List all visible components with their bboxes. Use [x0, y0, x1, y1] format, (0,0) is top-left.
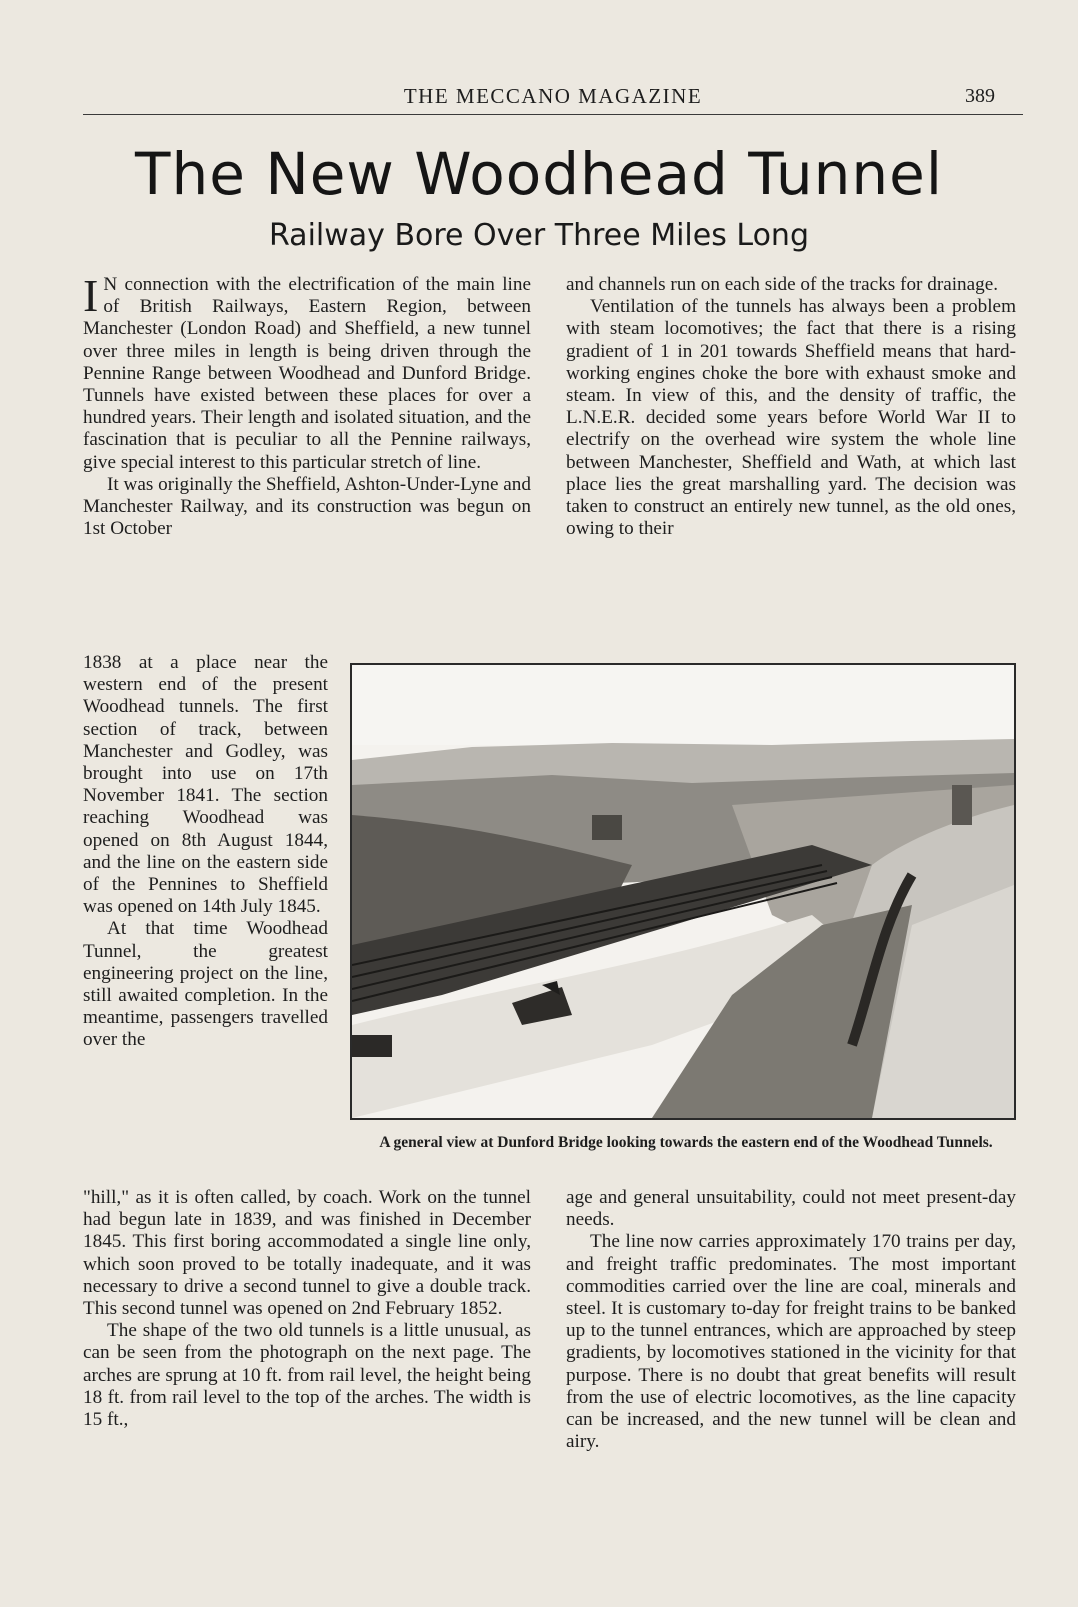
- paragraph-coach: "hill," as it is often called, by coach. Work on the tunnel had begun late in 1839, and was finished in December 1845. This first boring accommodated a single line only, which soon proved to be totally inadequate, and it was necessary to drive a second tunnel to give a double track. This second tunnel was opened on 2nd February 1852.: [83, 1187, 531, 1320]
- paragraph-woodhead: At that time Woodhead Tunnel, the greatest engineering project on the line, still awaited completion. In the meantime, passengers travelled over the: [83, 918, 328, 1051]
- paragraph-history-cont: 1838 at a place near the western end of the present Woodhead tunnels. The first section of track, between Manchester and Godley, was brought into use on 17th November 1841. The section reaching Woodhead was opened on 8th August 1844, and the line on the eastern side of the Pennines to Sheffield was opened on 14th July 1845.: [83, 652, 328, 918]
- article-title: The New Woodhead Tunnel: [135, 140, 943, 208]
- column-left-bottom: [83, 1187, 531, 1431]
- photo-caption: A general view at Dunford Bridge looking towards the eastern end of the Woodhead Tunnels.: [379, 1134, 993, 1151]
- paragraph-history: It was originally the Sheffield, Ashton-Under-Lyne and Manchester Railway, and its construction was begun on 1st October: [83, 473, 531, 540]
- landscape-photo-graphic: [352, 665, 1014, 1118]
- magazine-name: THE MECCANO MAGAZINE: [403, 84, 703, 108]
- paragraph-tunnel-shape: The shape of the two old tunnels is a little unusual, as can be seen from the photograph on the next page. The arches are sprung at 10 ft. from rail level, the height being 18 ft. from rail level to the top of the arches. The width is 15 ft.,: [83, 1320, 531, 1431]
- column-right-top: [566, 274, 1016, 540]
- paragraph-intro: [83, 270, 531, 474]
- page-number: 389: [965, 85, 995, 107]
- paragraph-ventilation: Ventilation of the tunnels has always been a problem with steam locomotives; the fact that there is a rising gradient of 1 in 201 towards Sheffield means that hard-working engines choke the bore with exhaust smoke and steam. In view of this, and the density of traffic, the L.N.E.R. decided some years before World War II to electrify on the overhead wire system the whole line between Manchester, Sheffield and Wath, at which last place lies the great marshalling yard. The decision was taken to construct an entirely new tunnel, as the old ones, owing to their: [566, 296, 1016, 540]
- drop-cap: I: [83, 270, 99, 321]
- running-header: [83, 84, 1023, 115]
- photo-dunford-bridge: [350, 663, 1016, 1120]
- paragraph-traffic: The line now carries approximately 170 trains per day, and freight traffic predominates. The most important commodities carried over the line are coal, minerals and steel. It is customary to-day for freight trains to be banked up to the tunnel entrances, which are approached by steep gradients, by locomotives stationed in the vicinity for that purpose. There is no doubt that great benefits will result from the use of electric locomotives, as the line capacity can be increased, and the new tunnel will be clean and airy.: [566, 1231, 1016, 1453]
- column-left-top: [83, 270, 531, 540]
- paragraph-unsuitability: age and general unsuitability, could not meet present-day needs.: [566, 1187, 1016, 1231]
- column-left-narrow: [83, 652, 328, 1052]
- paragraph-drainage: and channels run on each side of the tracks for drainage.: [566, 274, 999, 295]
- article-subtitle: Railway Bore Over Three Miles Long: [269, 218, 809, 253]
- column-right-bottom: [566, 1187, 1016, 1453]
- paragraph-intro-text: N connection with the electrification of the main line of British Railways, Eastern Region, between Manchester (London Road) and Sheffield, a new tunnel over three miles in length is being driven through the Pennine Range between Woodhead and Dunford Bridge. Tunnels have existed between these places for over a hundred years. Their length and isolated situation, and the fascination that is peculiar to all the Pennine railways, give special interest to this particular stretch of line.: [83, 274, 531, 473]
